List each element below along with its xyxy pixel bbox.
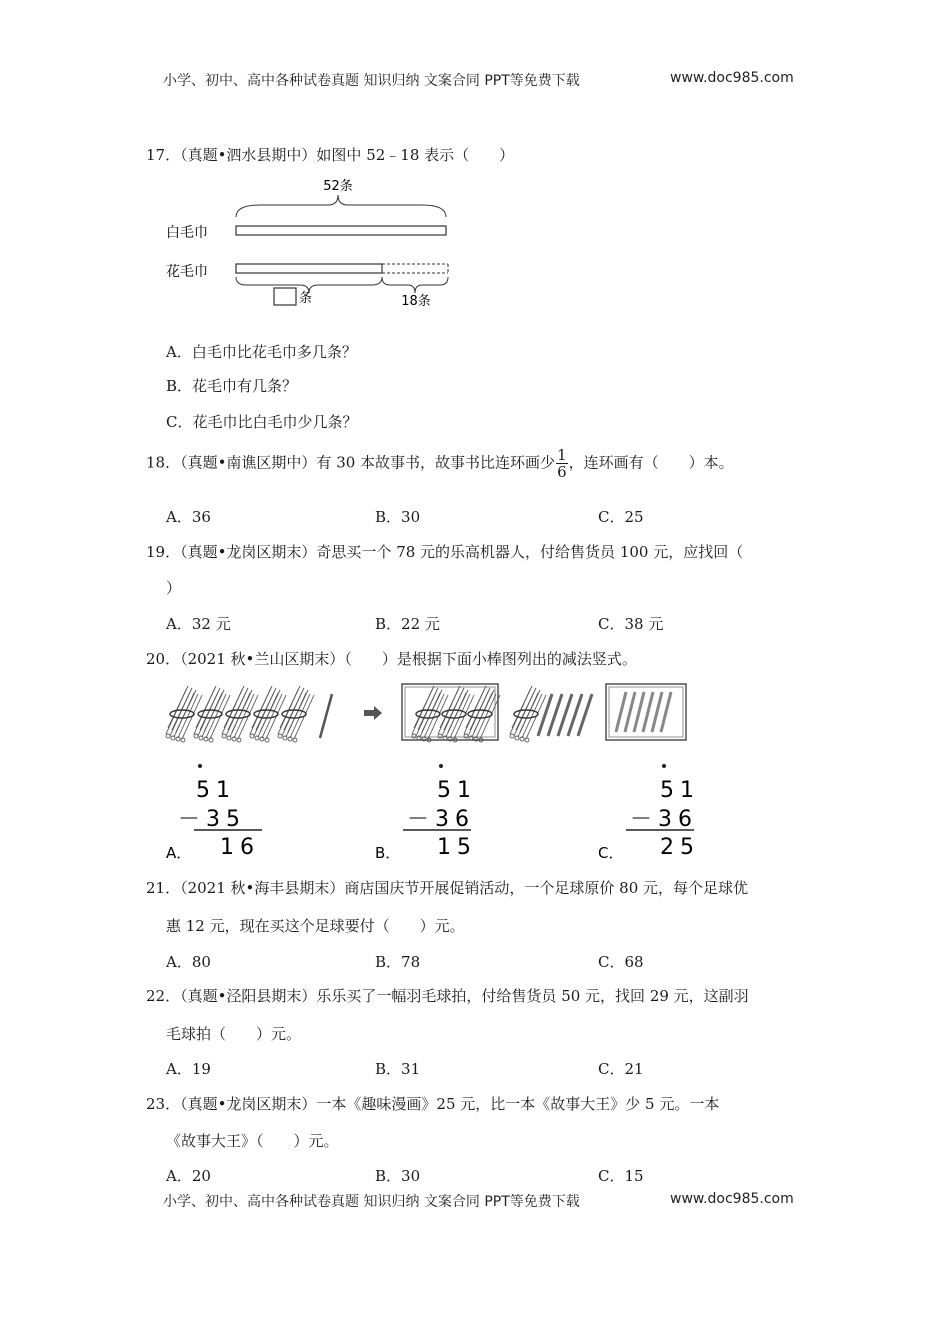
q18-option-b[interactable]: B．30 — [375, 508, 421, 526]
question-18-stem — [146, 447, 734, 480]
stick-bundle-illustration — [164, 680, 694, 746]
q18-stem-before: 18．（真题•南谯区期中）有 30 本故事书，故事书比连环画少 — [146, 453, 556, 472]
q20-b-top: 51 — [437, 778, 477, 803]
q20-b-minus: －36 — [407, 807, 475, 832]
q20-c-label: C． — [598, 844, 624, 862]
question-19-stem-line2: ） — [166, 579, 182, 597]
header-text: 小学、初中、高中各种试卷真题 知识归纳 文案合同 PPT等免费下载 — [163, 73, 580, 89]
question-17-stem: 17．（真题•泗水县期中）如图中 52﹣18 表示（ ） — [146, 146, 515, 164]
q20-a-result: 16 — [220, 835, 260, 860]
unknown-suffix: 条 — [299, 291, 313, 306]
q21-option-b[interactable]: B．78 — [375, 953, 421, 971]
question-17-diagram — [160, 175, 460, 315]
q22-option-a[interactable]: A．19 — [166, 1060, 211, 1078]
q18-option-a[interactable]: A．36 — [166, 508, 211, 526]
question-19-stem-line1: 19．（真题•龙岗区期末）奇思买一个 78 元的乐高机器人，付给售货员 100 元，应找回（ — [146, 543, 744, 561]
flower-towel-bar — [236, 264, 382, 273]
q18-stem-after: ，连环画有（ ）本。 — [568, 453, 734, 472]
q18-option-c[interactable]: C．25 — [598, 508, 644, 526]
q20-b-result: 15 — [437, 835, 477, 860]
q20-a-minus: －35 — [178, 807, 246, 832]
fraction-denominator: 6 — [557, 463, 567, 481]
flower-towel-label: 花毛巾 — [166, 264, 208, 280]
q19-option-c[interactable]: C．38 元 — [598, 615, 664, 633]
page-footer — [163, 1191, 580, 1211]
borrow-dot — [439, 764, 443, 768]
q21-option-c[interactable]: C．68 — [598, 953, 644, 971]
q20-option-a[interactable] — [164, 760, 274, 866]
q23-option-c[interactable]: C．15 — [598, 1167, 644, 1185]
page-header — [163, 70, 580, 90]
diff-brace — [382, 277, 448, 293]
arrow-icon — [364, 706, 382, 720]
q19-option-b[interactable]: B．22 元 — [375, 615, 440, 633]
q20-b-label: B． — [375, 844, 401, 862]
q20-c-top: 51 — [660, 778, 700, 803]
question-22-stem-line1: 22．（真题•泾阳县期末）乐乐买了一幅羽毛球拍，付给售货员 50 元，找回 29 元，这副羽 — [146, 987, 749, 1005]
q19-option-a[interactable]: A．32 元 — [166, 615, 231, 633]
q20-a-top: 51 — [196, 778, 236, 803]
borrow-dot — [198, 764, 202, 768]
q22-option-b[interactable]: B．31 — [375, 1060, 421, 1078]
q22-option-c[interactable]: C．21 — [598, 1060, 644, 1078]
question-22-stem-line2: 毛球拍（ ）元。 — [166, 1025, 302, 1043]
q17-option-c[interactable]: C．花毛巾比白毛巾少几条？ — [166, 413, 358, 431]
diff-label: 18条 — [401, 294, 431, 309]
q20-option-c[interactable] — [596, 760, 706, 866]
question-21-stem-line2: 惠 12 元，现在买这个足球要付（ ）元。 — [166, 917, 465, 935]
q23-option-b[interactable]: B．30 — [375, 1167, 421, 1185]
question-21-stem-line1: 21．（2021 秋•海丰县期末）商店国庆节开展促销活动，一个足球原价 80 元，每个足球优 — [146, 879, 749, 897]
q20-c-result: 25 — [660, 835, 700, 860]
q23-option-a[interactable]: A．20 — [166, 1167, 211, 1185]
total-brace — [236, 195, 446, 217]
question-23-stem-line2: 《故事大王》（ ）元。 — [166, 1132, 339, 1150]
q17-option-b[interactable]: B．花毛巾有几条？ — [166, 377, 298, 395]
fraction-numerator: 1 — [557, 446, 567, 464]
q20-c-minus: －36 — [630, 807, 698, 832]
question-20-stem: 20．（2021 秋•兰山区期末）（ ）是根据下面小棒图列出的减法竖式。 — [146, 650, 637, 668]
borrow-dot — [662, 764, 666, 768]
fraction-one-sixth — [556, 447, 568, 480]
question-23-stem-line1: 23．（真题•龙岗区期末）一本《趣味漫画》25 元，比一本《故事大王》少 5 元。一本 — [146, 1095, 720, 1113]
header-url[interactable]: www.doc985.com — [670, 70, 794, 86]
footer-text: 小学、初中、高中各种试卷真题 知识归纳 文案合同 PPT等免费下载 — [163, 1194, 580, 1210]
footer-url[interactable]: www.doc985.com — [670, 1191, 794, 1207]
flower-towel-dashed-part — [382, 264, 448, 273]
white-towel-bar — [236, 226, 446, 235]
q17-option-a[interactable]: A．白毛巾比花毛巾多几条？ — [166, 343, 357, 361]
q20-option-b[interactable] — [373, 760, 483, 866]
unknown-box — [274, 288, 296, 305]
q21-option-a[interactable]: A．80 — [166, 953, 211, 971]
white-towel-label: 白毛巾 — [166, 225, 208, 241]
q20-a-label: A． — [166, 844, 192, 862]
total-label: 52条 — [323, 179, 353, 194]
